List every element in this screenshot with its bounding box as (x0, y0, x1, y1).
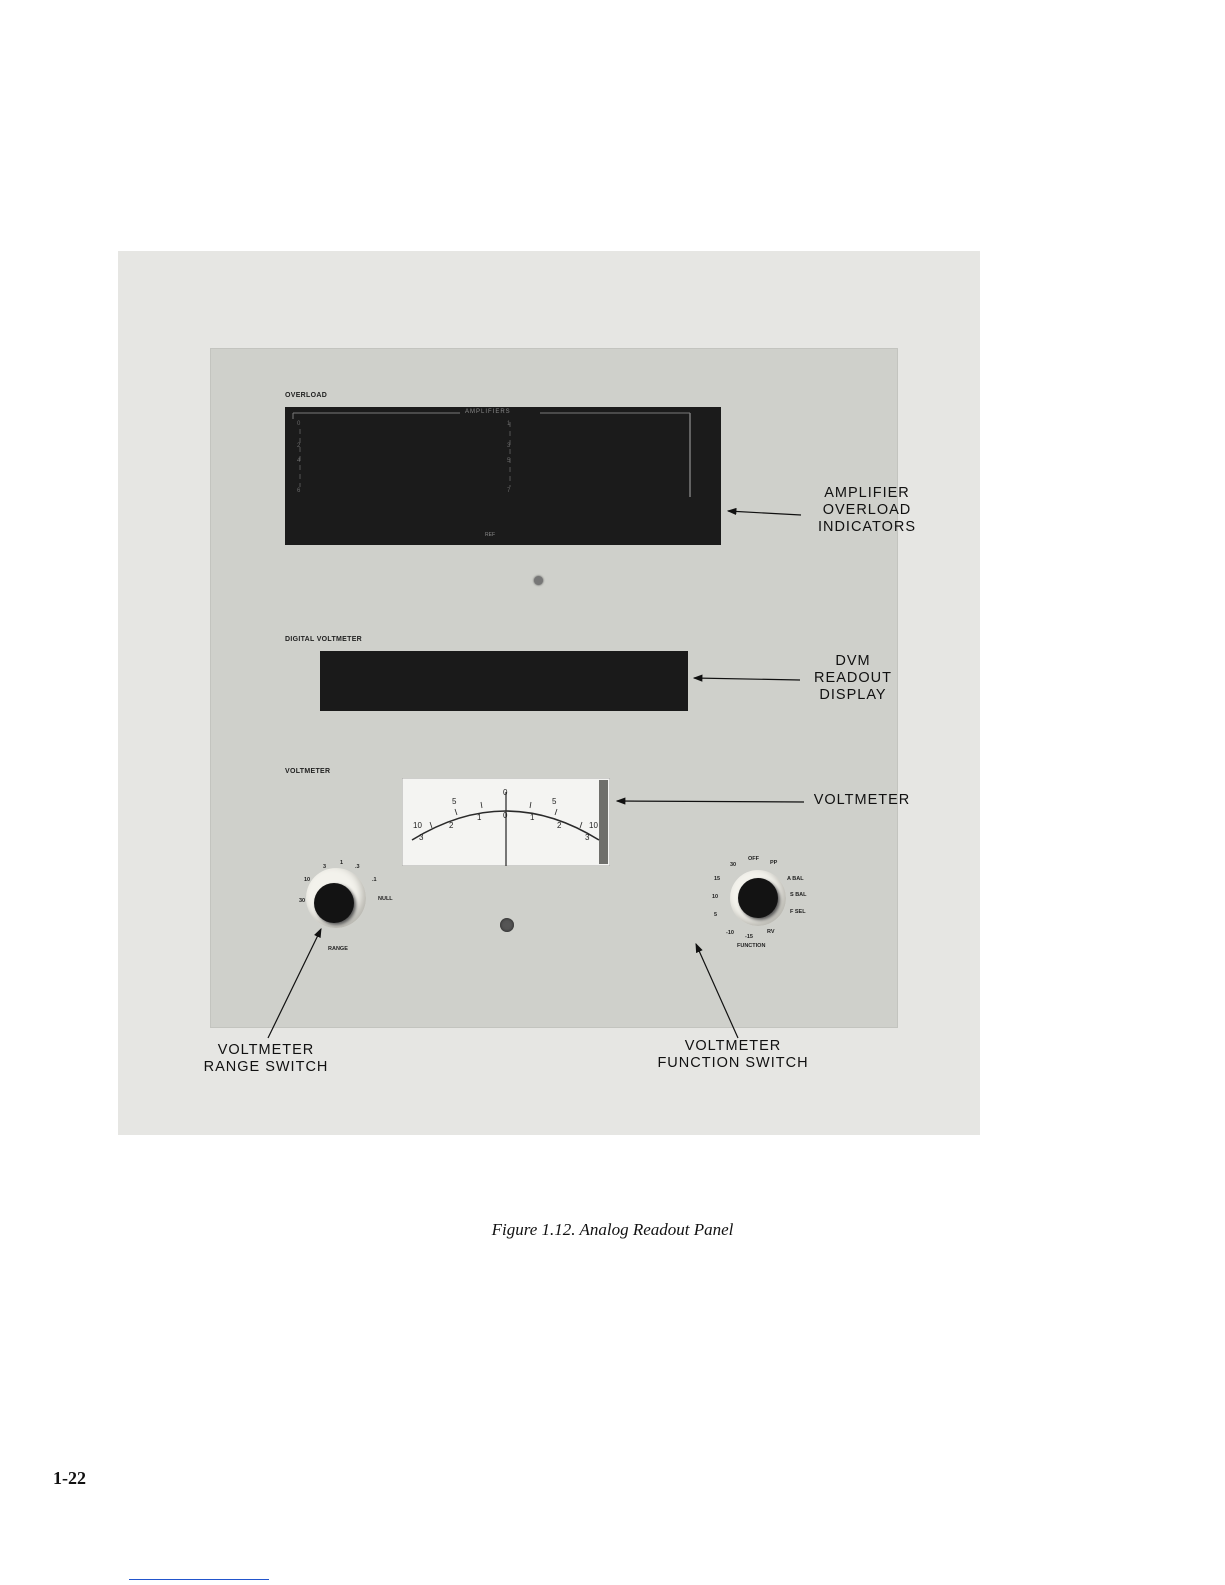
callout-line: DVM (835, 653, 871, 669)
range-dial-label: .3 (355, 864, 360, 870)
ref-label: REF (485, 532, 495, 538)
range-dial-label: 30 (299, 898, 306, 904)
callout-line: VOLTMETER (684, 1038, 782, 1054)
meter-lower-tick: 2 (557, 821, 562, 830)
function-dial-label: A BAL (787, 876, 804, 882)
range-dial-label: 1 (340, 860, 344, 866)
svg-text:1: 1 (507, 421, 511, 427)
meter-lower-tick: 3 (419, 833, 424, 842)
meter-upper-tick: 5 (552, 797, 557, 806)
callout-line: INDICATORS (817, 519, 917, 535)
meter-upper-tick: 5 (452, 797, 457, 806)
function-dial-label: S BAL (790, 892, 807, 898)
function-dial-label: RV (767, 929, 775, 935)
function-dial-label: 30 (730, 862, 737, 868)
voltmeter-label: VOLTMETER (285, 768, 331, 775)
function-label: FUNCTION (737, 943, 766, 949)
range-dial-label: .1 (372, 877, 377, 883)
digital-voltmeter-label: DIGITAL VOLTMETER (285, 636, 363, 643)
function-switch-callout (653, 1038, 813, 1072)
page-number: 1-22 (53, 1468, 86, 1488)
callout-line: RANGE SWITCH (203, 1059, 329, 1075)
overload-label: OVERLOAD (285, 392, 328, 399)
dvm-readout-callout (808, 653, 898, 704)
svg-text:5: 5 (507, 458, 511, 464)
footer-rule (129, 1579, 269, 1580)
range-label: RANGE (328, 946, 348, 952)
meter-lower-tick: 0 (503, 811, 508, 820)
callout-line: OVERLOAD (822, 502, 912, 518)
amplifiers-label: AMPLIFIERS (465, 409, 511, 415)
figure-caption: Figure 1.12. Analog Readout Panel (491, 1220, 734, 1239)
callout-line: AMPLIFIER (824, 485, 910, 501)
amplifier-overload-callout (812, 485, 922, 536)
voltmeter-callout: VOLTMETER (813, 792, 911, 808)
meter-upper-tick: 10 (589, 821, 598, 830)
range-dial-label: 3 (323, 864, 327, 870)
panel-photo (118, 251, 980, 1135)
function-dial-label: -15 (745, 934, 753, 940)
meter-lower-tick: 1 (477, 813, 482, 822)
range-dial-label: NULL (378, 896, 393, 902)
function-dial-label: 15 (714, 876, 721, 882)
function-dial-label: -10 (726, 930, 734, 936)
meter-upper-tick: 0 (503, 788, 508, 797)
svg-text:4: 4 (297, 458, 301, 464)
function-dial-label: PP (770, 860, 778, 866)
meter-upper-tick: 10 (413, 821, 422, 830)
callout-line: FUNCTION SWITCH (657, 1055, 809, 1071)
function-dial-label: 10 (712, 894, 719, 900)
svg-text:0: 0 (297, 421, 301, 427)
meter-lower-tick: 3 (585, 833, 590, 842)
svg-text:7: 7 (507, 488, 511, 494)
callout-line: DISPLAY (819, 687, 887, 703)
meter-lower-tick: 2 (449, 821, 454, 830)
function-dial-label: 5 (714, 912, 718, 918)
function-dial-label: OFF (748, 856, 759, 862)
svg-text:2: 2 (297, 443, 301, 449)
range-dial-label: 10 (304, 877, 311, 883)
svg-text:6: 6 (297, 488, 301, 494)
range-switch-callout (196, 1042, 336, 1076)
callout-line: READOUT (814, 670, 892, 686)
meter-lower-tick: 1 (530, 813, 535, 822)
callout-line: VOLTMETER (217, 1042, 315, 1058)
function-dial-label: F SEL (790, 909, 806, 915)
svg-text:3: 3 (507, 443, 511, 449)
